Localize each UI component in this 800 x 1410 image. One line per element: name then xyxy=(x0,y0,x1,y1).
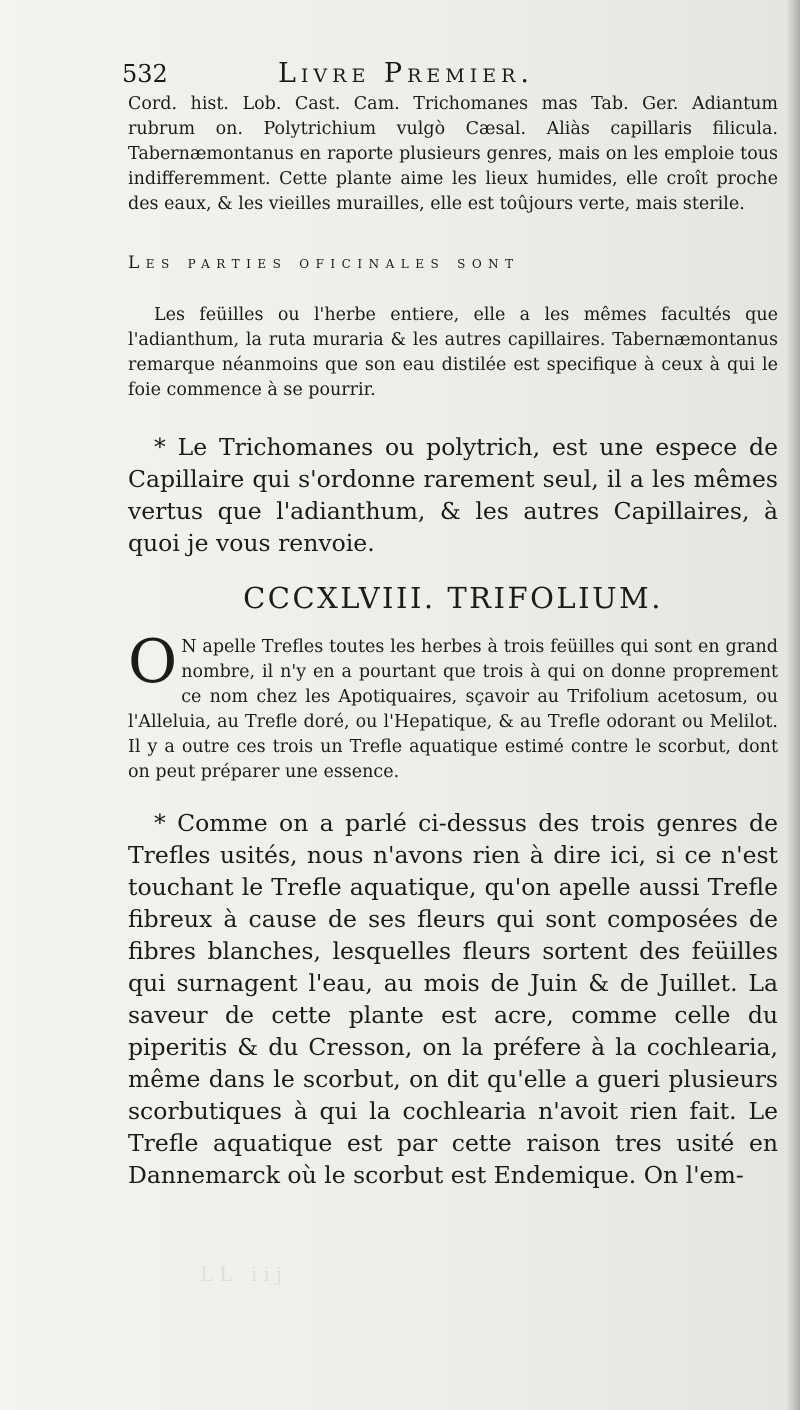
section-heading: Les parties oficinales sont xyxy=(128,253,520,273)
note-trichomanes: * Le Trichomanes ou polytrich, est une espece de Capillaire qui s'ordonne rarement seul, il a les mêmes vertus que l'adianthum, & les autres Capillaires, à quoi je vous renvoie. xyxy=(128,433,778,557)
page-number: 532 xyxy=(122,60,168,88)
drop-cap: O xyxy=(128,627,178,697)
bleed-through-shadow: LL iij xyxy=(200,1262,288,1286)
trifolium-paragraph xyxy=(128,627,778,785)
chapter-title: CCCXLVIII. TRIFOLIUM. xyxy=(243,581,663,615)
page-content xyxy=(122,58,778,1191)
book-title: Livre Premier. xyxy=(278,58,534,89)
trifolium-paragraph-text: N apelle Trefles toutes les herbes à trois feüilles qui sont en grand nombre, il n'y en a pourtant que trois à qui on donne proprement ce nom chez les Apotiquaires, sçavoir au Trifolium acetosum, ou l'Alleluia, au Trefle doré, ou l'Hepatique, & au Trefle odorant ou Melilot. Il y a outre ces trois un Trefle aquatique estimé contre le scorbut, dont on peut préparer une essence. xyxy=(128,637,778,782)
intro-paragraph: Cord. hist. Lob. Cast. Cam. Trichomanes mas Tab. Ger. Adiantum rubrum on. Polytrichium vulgò Cæsal. Aliàs capillaris filicula. Tabernæmontanus en raporte plusieurs genres, mais on les emploie tous indifferemment. Cette plante aime les lieux humides, elle croît proche des eaux, & les vieilles murailles, elle est toûjours verte, mais sterile. xyxy=(128,94,778,214)
running-head xyxy=(122,58,778,92)
officinal-paragraph: Les feüilles ou l'herbe entiere, elle a les mêmes facultés que l'adianthum, la ruta muraria & les autres capillaires. Tabernæmontanus remarque néanmoins que son eau distilée est specifique à ceux à qui le foie commence à se pourrir. xyxy=(128,305,778,400)
note-trefle: * Comme on a parlé ci-dessus des trois genres de Trefles usités, nous n'avons rien à dire ici, si ce n'est touchant le Trefle aquatique, qu'on apelle aussi Trefle fibreux à cause de ses fleurs qui sont composées de fibres blanches, lesquelles fleurs sortent des feüilles qui surnagent l'eau, au mois de Juin & de Juillet. La saveur de cette plante est acre, comme celle du piperitis & du Cresson, on la préfere à la cochlearia, même dans le scorbut, on dit qu'elle a gueri plusieurs scorbutiques à qui la cochlearia n'avoit rien fait. Le Trefle aquatique est par cette raison tres usité en Dannemarck où le scorbut est Endemique. On l'em- xyxy=(128,809,778,1189)
